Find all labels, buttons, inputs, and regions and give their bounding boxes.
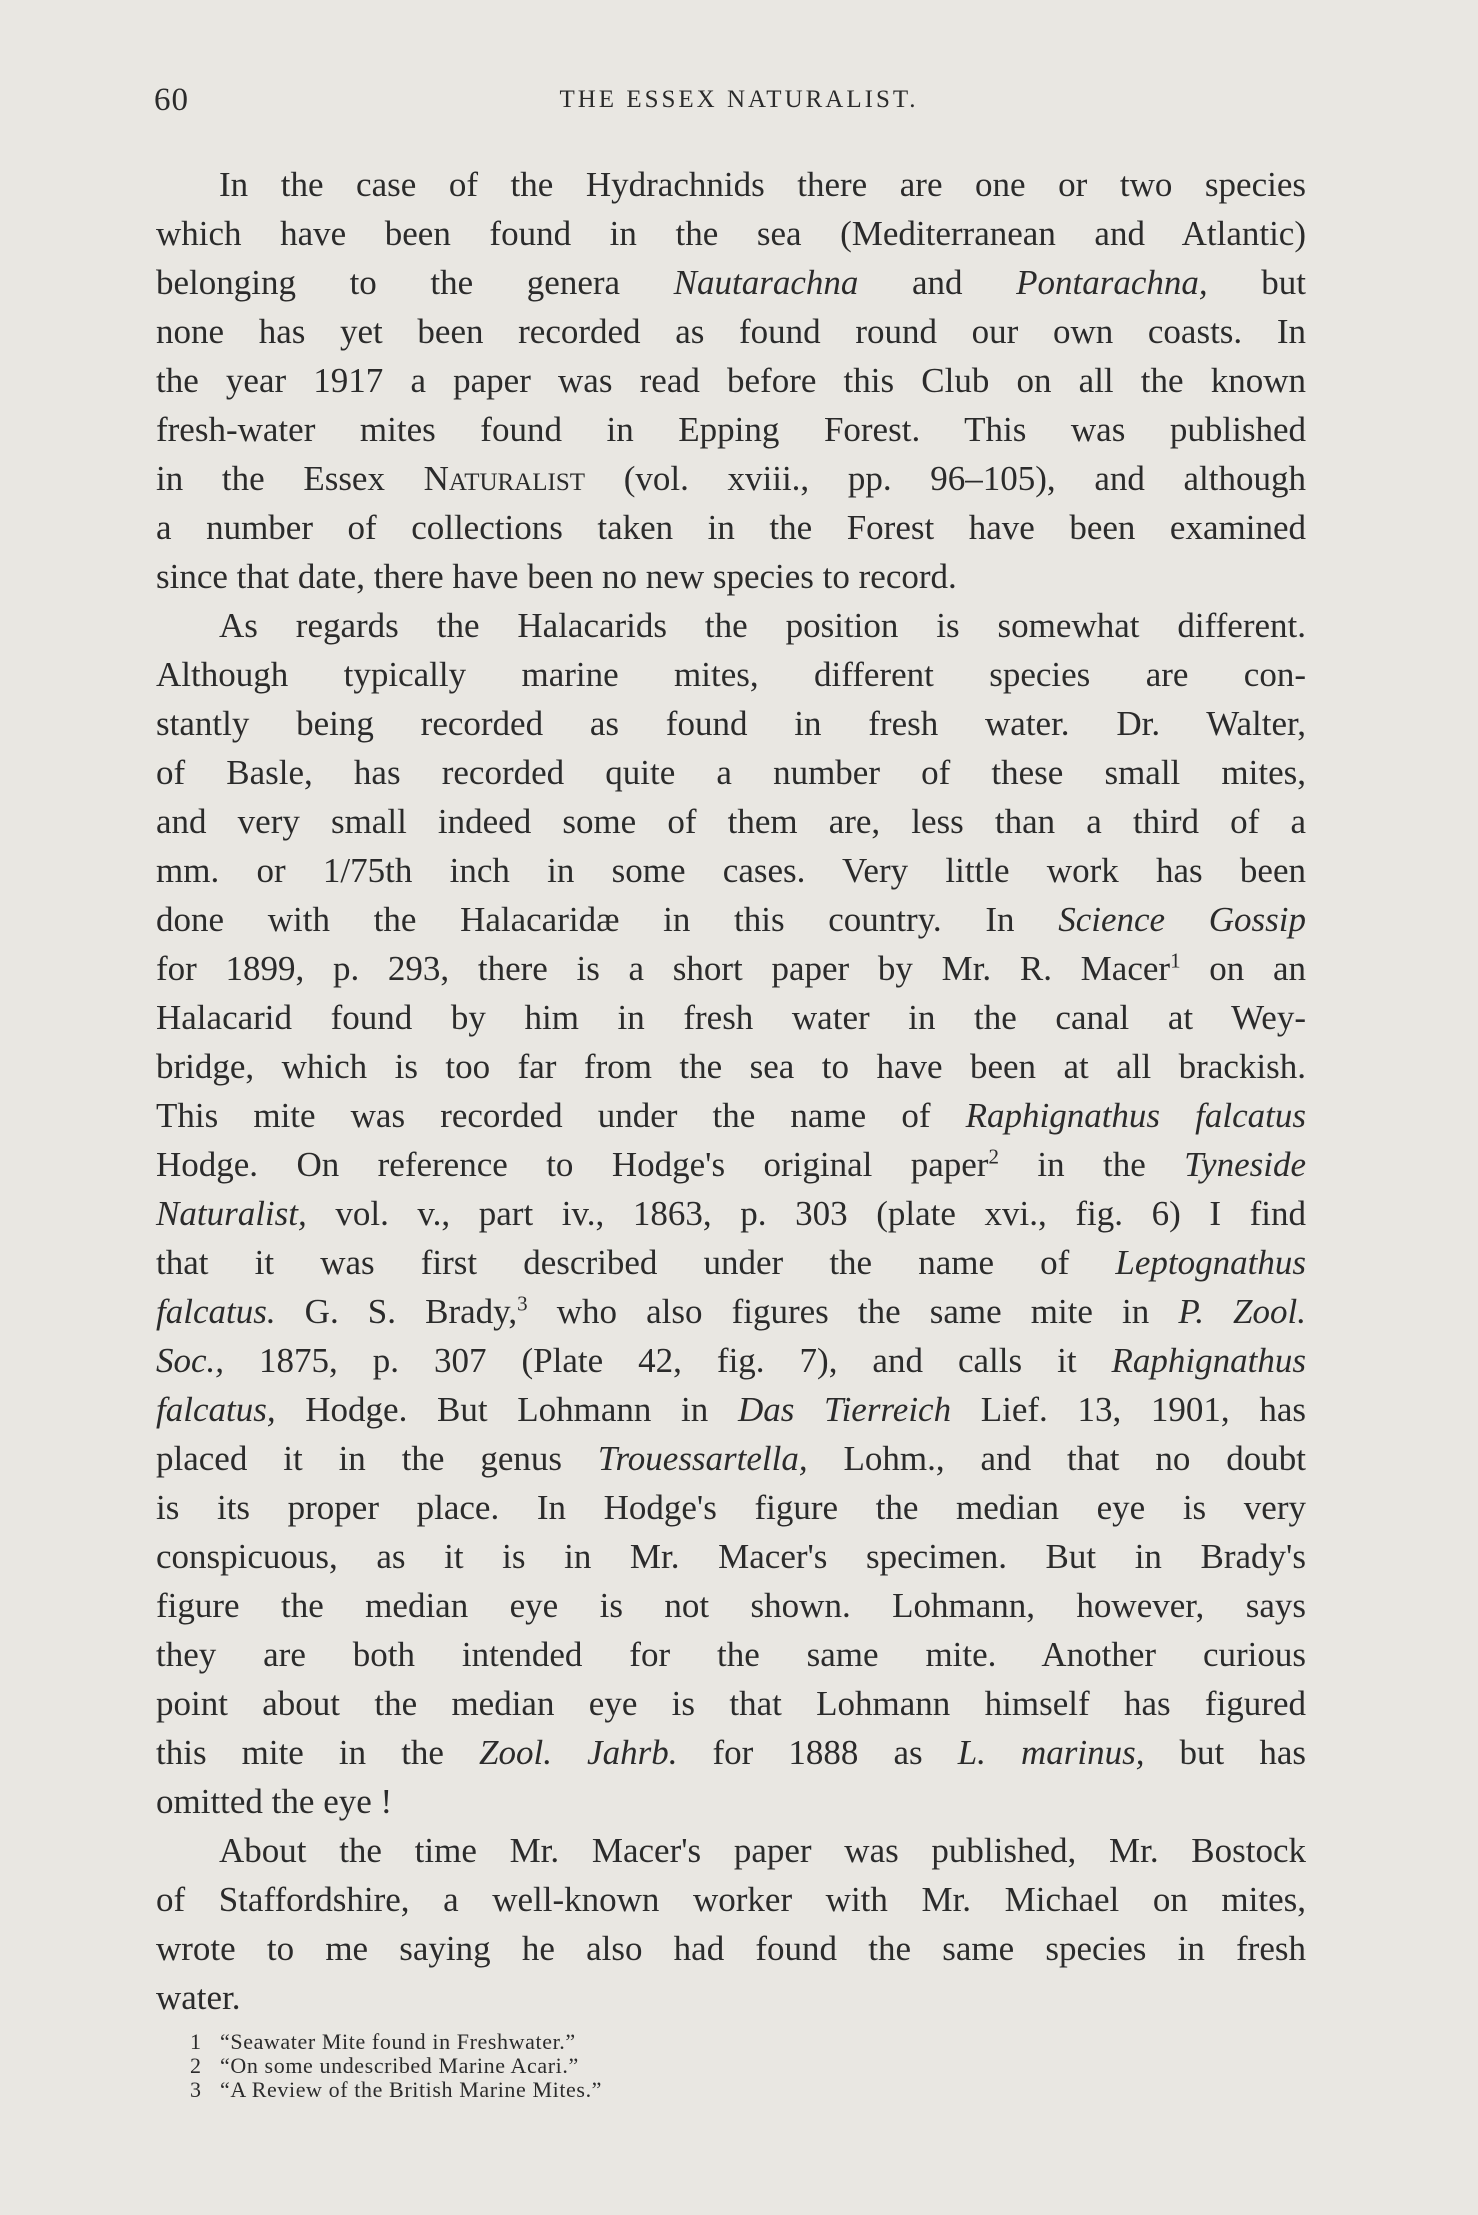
footnote xyxy=(190,2078,1190,2102)
text-line: for 1899, p. 293, there is a short paper by Mr. R. Macer$^1$ on an xyxy=(156,948,1306,988)
text-line: wrote to me saying he also had found the same species in fresh xyxy=(156,1929,1306,1968)
text-line: falcatus. G. S. Brady,$^3$ who also figures the same mite in P. Zool. xyxy=(156,1291,1306,1331)
text-line: placed it in the genus Trouessartella, Lohm., and that no doubt xyxy=(156,1439,1306,1478)
text-line: conspicuous, as it is in Mr. Macer's specimen. But in Brady's xyxy=(156,1537,1306,1576)
journal-name: Zool. Jahrb. xyxy=(479,1733,678,1772)
footnote-text: “A Review of the British Marine Mites.” xyxy=(220,2077,603,2102)
genus-name: Trouessartella, xyxy=(597,1439,808,1478)
text-line: none has yet been recorded as found round our own coasts. In xyxy=(156,312,1306,351)
footnote-marker: 3 xyxy=(517,1291,528,1316)
text-line: falcatus, Hodge. But Lohmann in Das Tierreich Lief. 13, 1901, has xyxy=(156,1390,1306,1429)
journal-name: Soc., xyxy=(156,1341,225,1380)
species-name: Leptognathus xyxy=(1115,1243,1306,1282)
text-line: of Basle, has recorded quite a number of these small mites, xyxy=(156,753,1306,792)
footnote-text: “On some undescribed Marine Acari.” xyxy=(220,2053,579,2078)
species-name: Raphignathus xyxy=(1111,1341,1306,1380)
genus-name: Pontarachna, xyxy=(1016,263,1208,302)
footnote-number: 3 xyxy=(190,2077,202,2102)
text-line: Hodge. On reference to Hodge's original paper$^2$ in the Tyneside xyxy=(156,1144,1306,1184)
page-number: 60 xyxy=(154,82,189,118)
text-line: of Staffordshire, a well-known worker with Mr. Michael on mites, xyxy=(156,1880,1306,1919)
body-text xyxy=(156,160,1306,2022)
journal-name: Naturalist, xyxy=(156,1194,307,1233)
journal-name: Naturalist xyxy=(423,459,586,498)
text-line: point about the median eye is that Lohmann himself has figured xyxy=(156,1684,1306,1723)
text-line: About the time Mr. Macer's paper was published, Mr. Bostock xyxy=(219,1831,1306,1870)
footnote-number: 2 xyxy=(190,2053,202,2078)
journal-name: Science Gossip xyxy=(1058,900,1306,939)
journal-name: P. Zool. xyxy=(1178,1292,1306,1331)
text-line: belonging to the genera Nautarachna and Pontarachna, but xyxy=(156,263,1306,302)
text-line: done with the Halacaridæ in this country. In Science Gossip xyxy=(156,900,1306,939)
running-title: THE ESSEX NATURALIST. xyxy=(559,86,919,113)
text-line: the year 1917 a paper was read before this Club on all the known xyxy=(156,361,1306,400)
genus-name: Nautarachna xyxy=(673,263,859,302)
species-name: L. marinus, xyxy=(957,1733,1145,1772)
text-line: fresh-water mites found in Epping Forest. This was published xyxy=(156,410,1306,449)
text-line: a number of collections taken in the Forest have been examined xyxy=(156,508,1306,547)
footnote xyxy=(190,2054,1190,2078)
text-line: Halacarid found by him in fresh water in the canal at Wey- xyxy=(156,998,1306,1037)
footnote-text: “Seawater Mite found in Freshwater.” xyxy=(220,2029,576,2054)
text-line: that it was first described under the name of Leptognathus xyxy=(156,1243,1306,1282)
text-line: mm. or 1/75th inch in some cases. Very little work has been xyxy=(156,851,1306,890)
text-line: In the case of the Hydrachnids there are one or two species xyxy=(219,165,1306,204)
text-line: Soc., 1875, p. 307 (Plate 42, fig. 7), and calls it Raphignathus xyxy=(156,1341,1306,1380)
text-line: which have been found in the sea (Mediterranean and Atlantic) xyxy=(156,214,1306,253)
page-header xyxy=(154,82,1324,122)
text-line: stantly being recorded as found in fresh water. Dr. Walter, xyxy=(156,704,1306,743)
text-line: since that date, there have been no new species to record. xyxy=(156,557,957,596)
species-name: falcatus. xyxy=(156,1292,276,1331)
text-line: in the Essex Naturalist (vol. xviii., pp. 96–105), and although xyxy=(156,459,1306,498)
footnote-number: 1 xyxy=(190,2029,202,2054)
text-line: figure the median eye is not shown. Lohmann, however, says xyxy=(156,1586,1306,1625)
text-line: omitted the eye ! xyxy=(156,1782,393,1821)
species-name: Raphignathus falcatus xyxy=(965,1096,1306,1135)
text-line: is its proper place. In Hodge's figure the median eye is very xyxy=(156,1488,1306,1527)
text-line: bridge, which is too far from the sea to have been at all brackish. xyxy=(156,1047,1306,1086)
text-line: and very small indeed some of them are, less than a third of a xyxy=(156,802,1306,841)
text-line: Naturalist, vol. v., part iv., 1863, p. 303 (plate xvi., fig. 6) I find xyxy=(156,1194,1306,1233)
text-line: they are both intended for the same mite. Another curious xyxy=(156,1635,1306,1674)
footnote-marker: 1 xyxy=(1170,948,1181,973)
text-line: water. xyxy=(156,1978,241,2017)
footnotes xyxy=(190,2030,1190,2102)
species-name: falcatus, xyxy=(156,1390,276,1429)
text-line: As regards the Halacarids the position is somewhat different. xyxy=(219,606,1306,645)
footnote-marker: 2 xyxy=(988,1144,999,1169)
footnote xyxy=(190,2030,1190,2054)
journal-name: Tyneside xyxy=(1184,1145,1306,1184)
book-title: Das Tierreich xyxy=(737,1390,952,1429)
text-line: this mite in the Zool. Jahrb. for 1888 as L. marinus, but has xyxy=(156,1733,1306,1772)
text-line: This mite was recorded under the name of Raphignathus falcatus xyxy=(156,1096,1306,1135)
text-line: Although typically marine mites, different species are con- xyxy=(156,655,1306,694)
